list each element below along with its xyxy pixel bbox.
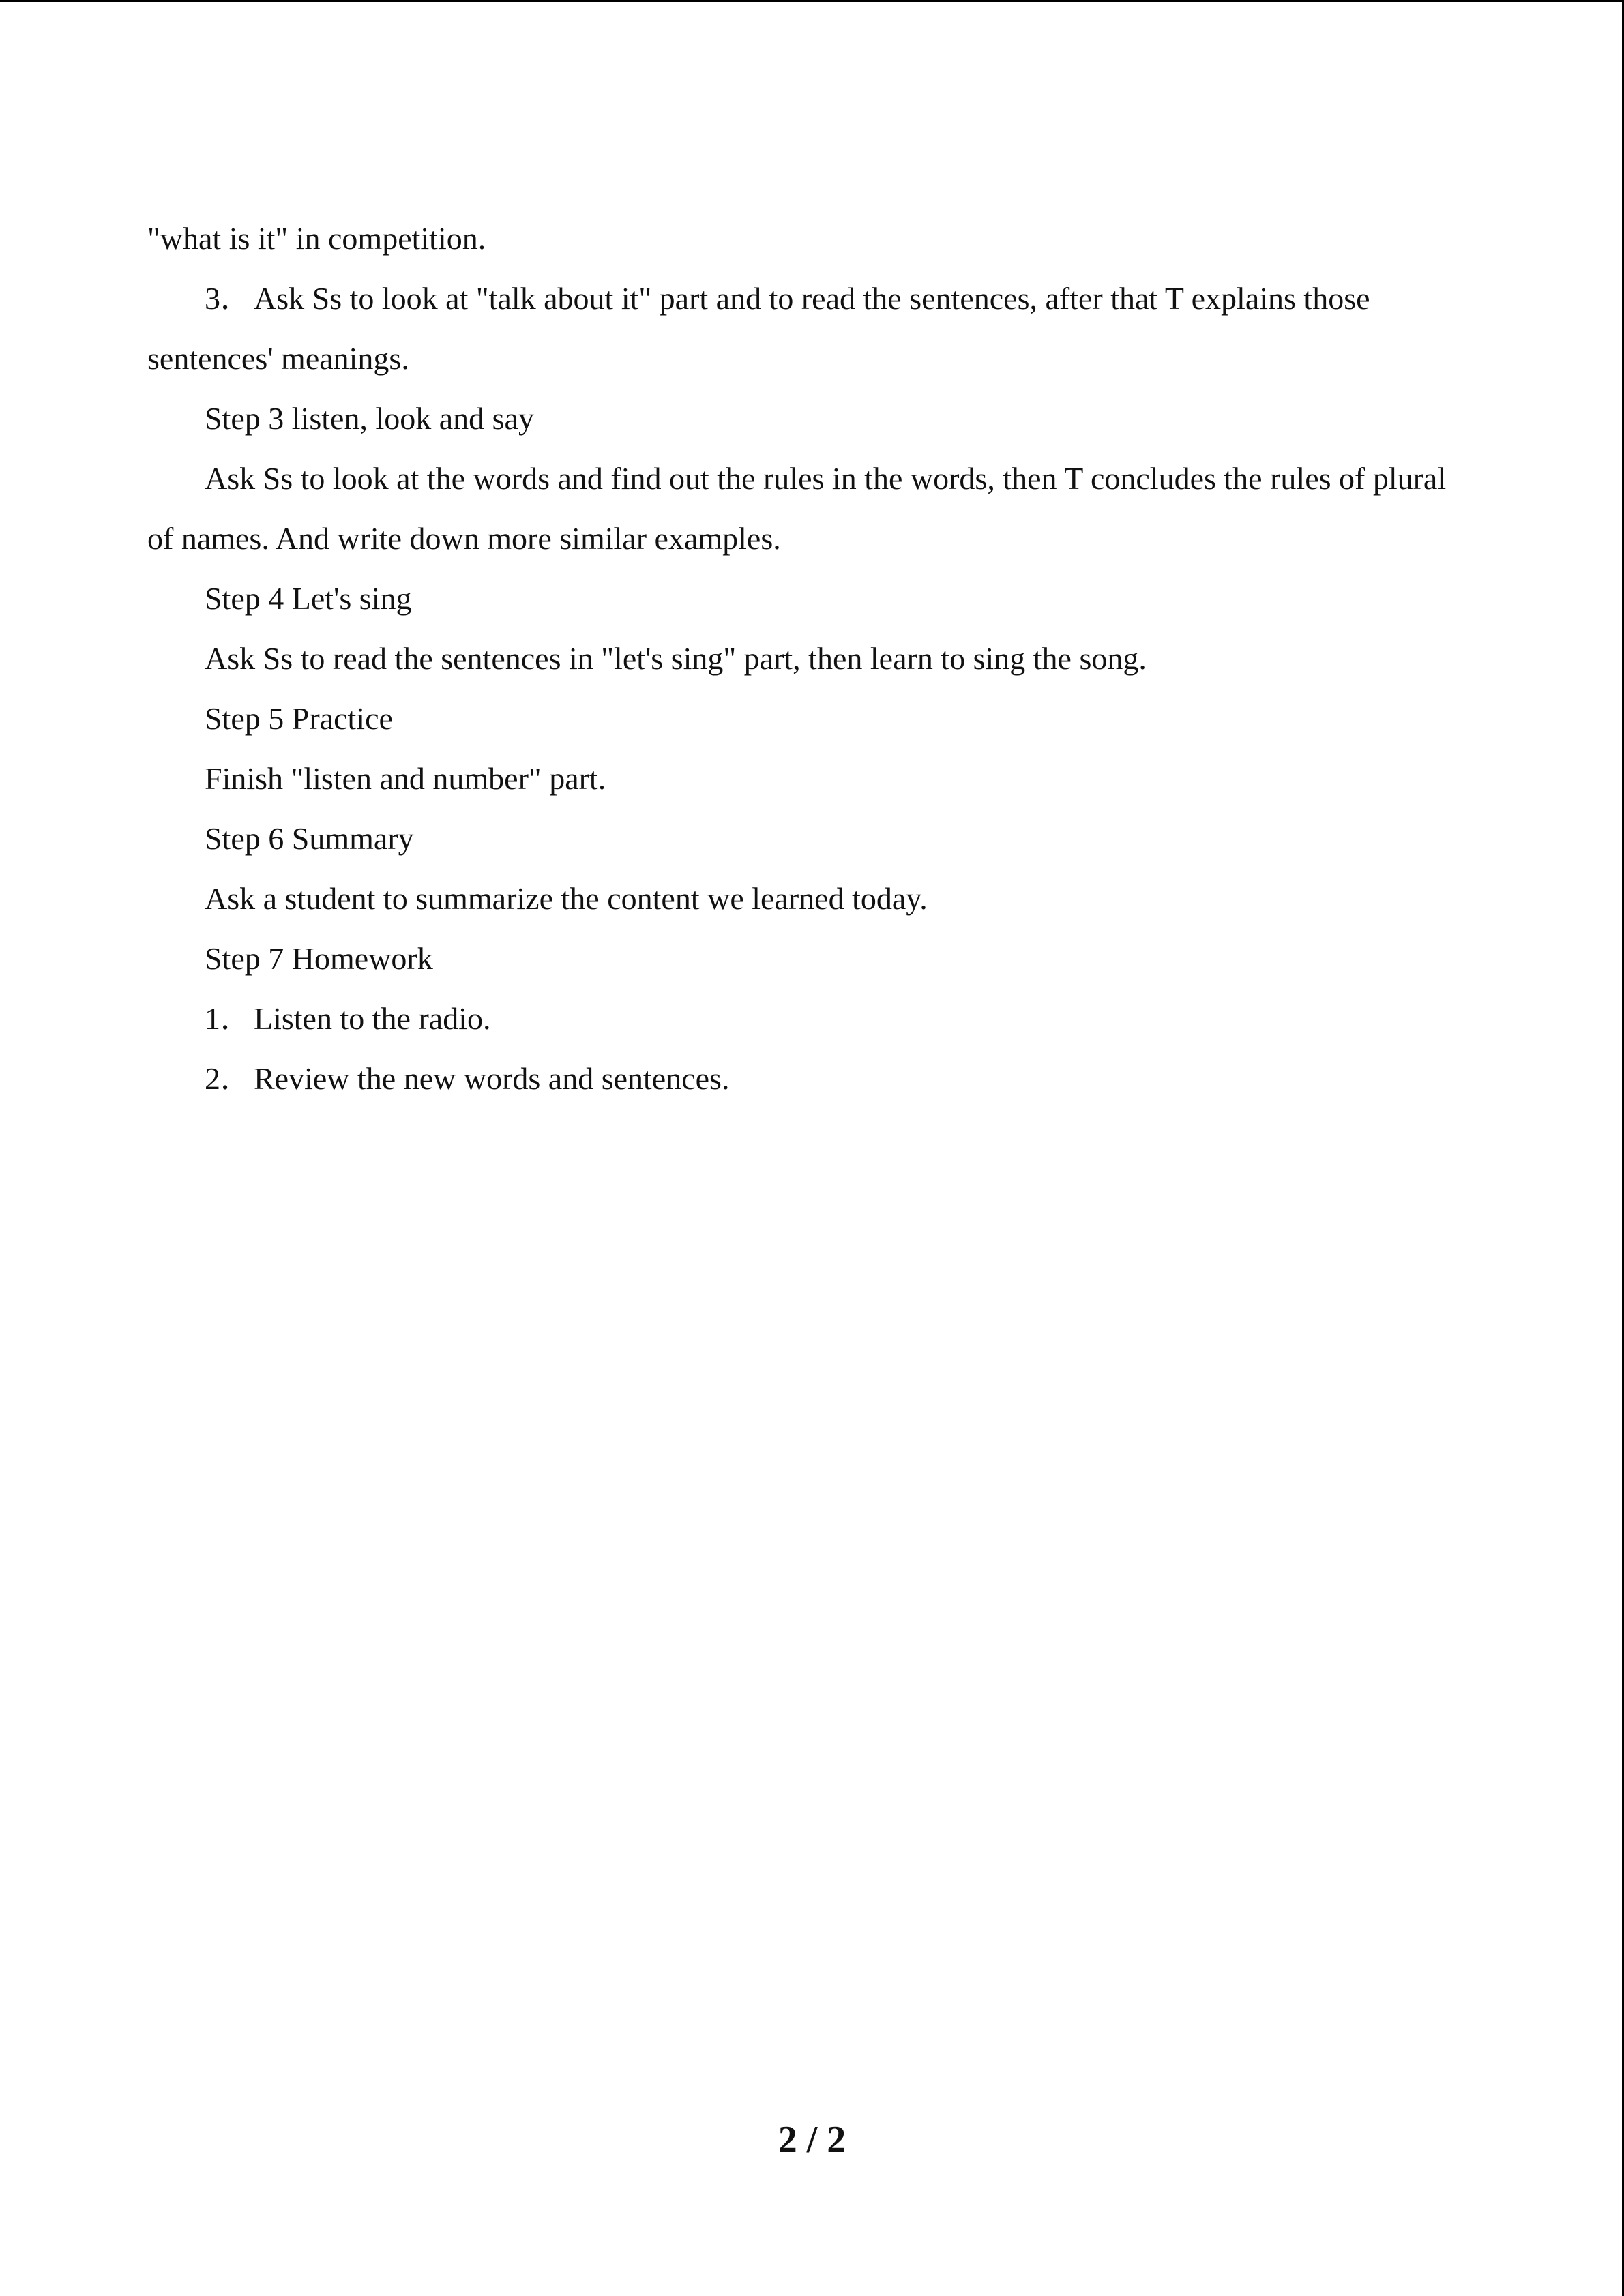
text-line xyxy=(147,209,1484,269)
line-text: of names. And write down more similar examples. xyxy=(147,521,781,556)
step-heading xyxy=(147,689,1484,749)
numbered-item xyxy=(147,989,1484,1049)
step-heading xyxy=(147,809,1484,869)
numbered-item xyxy=(147,1049,1484,1109)
numbered-item xyxy=(147,269,1484,329)
text-line xyxy=(147,869,1484,929)
line-text: Ask Ss to look at "talk about it" part and to read the sentences, after that T explains those xyxy=(254,281,1370,316)
step-heading xyxy=(147,569,1484,629)
line-text: Step 5 Practice xyxy=(205,701,393,736)
line-text: sentences' meanings. xyxy=(147,341,409,376)
page-top-border xyxy=(0,0,1624,2)
line-text: Ask a student to summarize the content we learned today. xyxy=(205,881,928,916)
step-heading xyxy=(147,929,1484,989)
line-text: Step 6 Summary xyxy=(205,821,414,856)
page-number: 2 / 2 xyxy=(778,2119,846,2161)
item-number: 3． xyxy=(205,281,252,316)
item-number: 1． xyxy=(205,1001,252,1036)
text-line xyxy=(147,449,1484,509)
line-text: Ask Ss to look at the words and find out the rules in the words, then T concludes the rules of plural xyxy=(205,461,1447,496)
text-line xyxy=(147,329,1484,389)
line-text: Review the new words and sentences. xyxy=(254,1061,730,1096)
line-text: Step 4 Let's sing xyxy=(205,581,412,616)
item-number: 2． xyxy=(205,1061,252,1096)
line-text: Step 7 Homework xyxy=(205,941,433,976)
step-heading xyxy=(147,389,1484,449)
text-line xyxy=(147,509,1484,569)
line-text: Ask Ss to read the sentences in "let's sing" part, then learn to sing the song. xyxy=(205,641,1147,676)
text-line xyxy=(147,629,1484,689)
line-text: Finish "listen and number" part. xyxy=(205,761,606,796)
line-text: Listen to the radio. xyxy=(254,1001,491,1036)
line-text: Step 3 listen, look and say xyxy=(205,401,534,436)
line-text: "what is it" in competition. xyxy=(147,221,486,256)
text-line xyxy=(147,749,1484,809)
document-body xyxy=(147,209,1484,1109)
